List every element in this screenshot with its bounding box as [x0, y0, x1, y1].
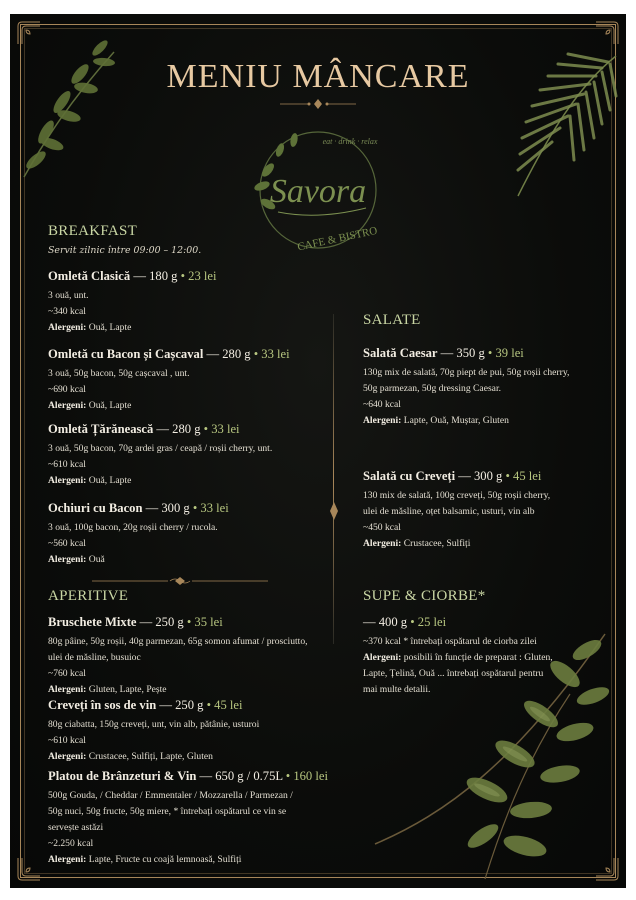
item-description: 3 ouă, 100g bacon, 20g roșii cherry / rucola. — [48, 522, 218, 533]
item-price: • 35 lei — [183, 615, 223, 629]
item-price: • 33 lei — [200, 422, 240, 436]
item-price: • 160 lei — [282, 769, 328, 783]
flourish-divider-icon — [278, 98, 358, 110]
item-allergens: Alergeni: Ouă, Lapte — [48, 322, 132, 333]
item-price: • 33 lei — [189, 501, 229, 515]
item-price: • 33 lei — [250, 347, 290, 361]
menu-page — [10, 14, 626, 888]
item-allergens: Alergeni: Ouă — [48, 554, 105, 565]
item-name: Omletă cu Bacon și Cașcaval — [48, 347, 204, 361]
item-description: 130 mix de salată, 100g creveți, 50g roșii cherry, — [363, 490, 551, 501]
item-price: • 45 lei — [203, 698, 243, 712]
divider-ornament-icon — [328, 502, 340, 520]
menu-item — [48, 769, 338, 868]
menu-item — [363, 469, 613, 552]
menu-item — [48, 615, 333, 698]
item-weight: — 250 g — [156, 698, 204, 712]
item-description: 3 ouă, unt. — [48, 290, 89, 301]
section-title-breakfast: BREAKFAST — [48, 223, 138, 239]
leaf-branch-icon — [14, 32, 134, 182]
menu-item — [48, 269, 328, 336]
item-description: 50g nuci, 50g fructe, 50g miere, * întrebați ospătarul ce vin se — [48, 806, 287, 817]
section-divider-icon — [90, 576, 270, 586]
item-name: Creveți în sos de vin — [48, 698, 157, 712]
item-weight: — 280 g — [153, 422, 201, 436]
item-kcal: ~450 kcal — [363, 522, 401, 533]
item-kcal: ~640 kcal — [363, 399, 401, 410]
item-kcal: ~760 kcal — [48, 668, 86, 679]
item-kcal: ~610 kcal — [48, 735, 86, 746]
item-price: • 45 lei — [502, 469, 542, 483]
item-kcal: ~610 kcal — [48, 459, 86, 470]
item-allergens: Alergeni: Ouă, Lapte — [48, 475, 132, 486]
item-allergens: Alergeni: Ouă, Lapte — [48, 400, 132, 411]
breakfast-hours: Servit zilnic între 09:00 – 12:00. — [48, 245, 202, 256]
item-allergens: Alergeni: Crustacee, Sulfiți — [363, 538, 471, 549]
section-title-salate: SALATE — [363, 312, 421, 328]
item-allergens: Alergeni: posibili în funcție de preparat : Gluten, — [363, 652, 553, 663]
corner-ornament-icon — [594, 20, 620, 46]
item-allergens-cont: mai multe detalii. — [363, 684, 431, 695]
menu-item — [363, 346, 613, 429]
menu-item — [48, 698, 333, 765]
logo-tagline: eat · drink · relax — [322, 137, 378, 146]
menu-item — [48, 422, 328, 489]
item-weight: — 280 g — [203, 347, 251, 361]
item-description: 50g parmezan, 50g dressing Caesar. — [363, 383, 502, 394]
item-weight: — 350 g — [437, 346, 485, 360]
item-description: ulei de măsline, oțet balsamic, usturi, vin alb — [363, 506, 535, 517]
item-description: 500g Gouda, / Cheddar / Emmentaler / Mozzarella / Parmezan / — [48, 790, 293, 801]
item-name: Omletă Țărănească — [48, 422, 154, 436]
item-description: ulei de măsline, busuioc — [48, 652, 141, 663]
item-kcal-note: ~370 kcal * întrebați ospătarul de ciorba zilei — [363, 636, 537, 647]
item-name: Salată cu Creveți — [363, 469, 456, 483]
logo-subtitle: CAFE & BISTRO — [296, 224, 379, 254]
item-name: Salată Caesar — [363, 346, 438, 360]
item-weight: — 650 g / 0.75L — [196, 769, 283, 783]
item-price: • 23 lei — [177, 269, 217, 283]
item-kcal: ~2.250 kcal — [48, 838, 94, 849]
item-allergens: Alergeni: Lapte, Ouă, Muștar, Gluten — [363, 415, 509, 426]
section-title-aperitive: APERITIVE — [48, 588, 129, 604]
corner-ornament-icon — [16, 856, 42, 882]
item-description: 130g mix de salată, 70g piept de pui, 50g roșii cherry, — [363, 367, 570, 378]
section-title-supe: SUPE & CIORBE* — [363, 588, 486, 604]
item-allergens: Alergeni: Crustacee, Sulfiți, Lapte, Gluten — [48, 751, 213, 762]
item-description: 3 ouă, 50g bacon, 70g ardei gras / ceapă / roșii cherry, unt. — [48, 443, 273, 454]
item-weight: — 180 g — [130, 269, 178, 283]
menu-item — [363, 615, 613, 698]
menu-item — [48, 501, 328, 568]
item-kcal: ~340 kcal — [48, 306, 86, 317]
item-name: Bruschete Mixte — [48, 615, 137, 629]
logo-name: Savora — [269, 173, 367, 210]
item-allergens: Alergeni: Gluten, Lapte, Pește — [48, 684, 167, 695]
savora-logo — [238, 120, 398, 260]
item-kcal: ~690 kcal — [48, 384, 86, 395]
item-weight: — 300 g — [455, 469, 503, 483]
item-weight: — 250 g — [136, 615, 184, 629]
page-title: MENIU MÂNCARE — [166, 58, 470, 95]
item-description: 80g pâine, 50g roșii, 40g parmezan, 65g somon afumat / prosciutto, — [48, 636, 308, 647]
item-price: • 25 lei — [407, 615, 447, 629]
item-weight: — 400 g — [363, 615, 408, 629]
item-weight: — 300 g — [142, 501, 190, 515]
item-name: Ochiuri cu Bacon — [48, 501, 143, 515]
item-allergens: Alergeni: Lapte, Fructe cu coajă lemnoasă, Sulfiți — [48, 854, 242, 865]
menu-item — [48, 347, 328, 414]
item-name: Omletă Clasică — [48, 269, 131, 283]
item-price: • 39 lei — [484, 346, 524, 360]
column-divider — [333, 314, 334, 644]
item-allergens-cont: Lapte, Țelină, Ouă ... întrebați ospătarul pentru — [363, 668, 544, 679]
item-description: servește astăzi — [48, 822, 104, 833]
item-kcal: ~560 kcal — [48, 538, 86, 549]
item-description: 3 ouă, 50g bacon, 50g cașcaval , unt. — [48, 368, 190, 379]
item-name: Platou de Brânzeturi & Vin — [48, 769, 197, 783]
item-description: 80g ciabatta, 150g creveți, unt, vin alb, pătânie, usturoi — [48, 719, 260, 730]
